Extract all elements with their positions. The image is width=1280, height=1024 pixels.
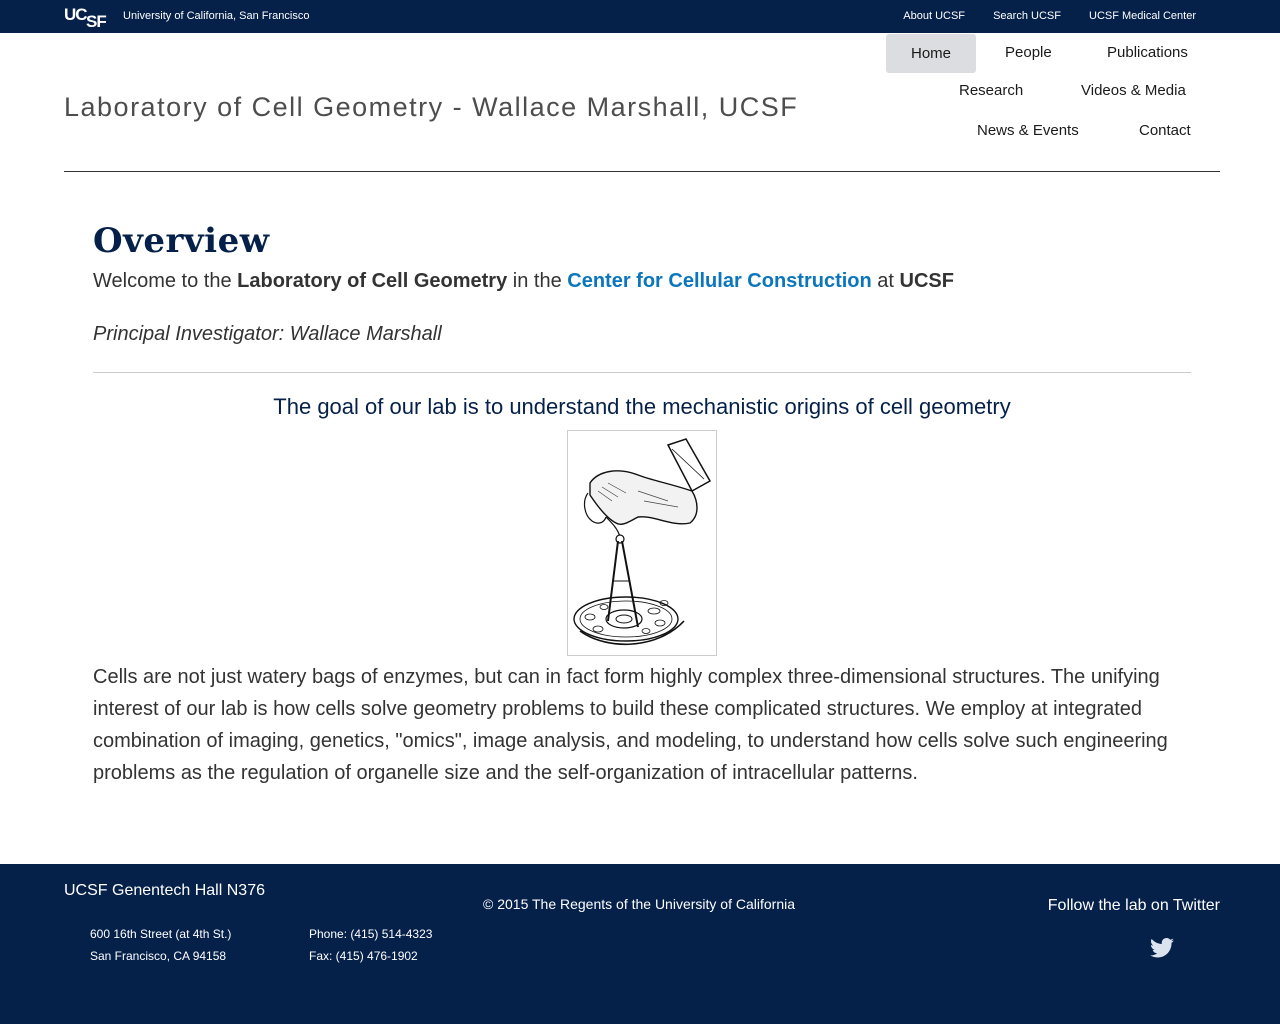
copyright-notice: © 2015 The Regents of the University of California (483, 896, 795, 912)
svg-text:SF: SF (86, 12, 106, 28)
footer-address (90, 923, 231, 967)
nav-people[interactable]: People (1005, 44, 1052, 61)
twitter-follow-label[interactable]: Follow the lab on Twitter (1047, 897, 1220, 914)
nav-contact[interactable]: Contact (1139, 122, 1191, 139)
fax-number: Fax: (415) 476-1902 (309, 949, 418, 963)
footer-contact-numbers (309, 923, 432, 967)
address-line-2: San Francisco, CA 94158 (90, 949, 227, 963)
ucsf-logo[interactable] (64, 5, 114, 28)
page-heading: Overview (93, 221, 270, 261)
about-ucsf-link[interactable]: About UCSF (903, 10, 966, 22)
ucsf-top-bar (0, 0, 1280, 33)
content-divider (93, 372, 1191, 373)
welcome-part2: in the (507, 270, 568, 292)
nav-publications[interactable]: Publications (1107, 44, 1188, 61)
nav-home[interactable]: Home (886, 34, 976, 73)
address-line-1: 600 16th Street (at 4th St.) (90, 927, 232, 941)
svg-text:UC: UC (64, 5, 87, 24)
phone-number: Phone: (415) 514-4323 (309, 927, 433, 941)
lab-goal: The goal of our lab is to understand the mechanistic origins of cell geometry (273, 394, 1011, 419)
center-link[interactable]: Center for Cellular Construction (567, 270, 872, 292)
welcome-text (93, 270, 954, 293)
nav-research[interactable]: Research (959, 82, 1024, 99)
site-footer (0, 864, 1280, 1024)
footer-location-title: UCSF Genentech Hall N376 (64, 882, 265, 899)
lab-description: Cells are not just watery bags of enzymes, but can in fact form highly complex three-dimensional structures. The unifying interest of our lab is how cells solve geometry problems to build these complicated structures. We employ at integrated combination of imaging, genetics, "omics", image analysis, and modeling, to understand how cells solve such engineering problems as the regulation of organelle size and the self-organization of intracellular patterns. (93, 666, 1168, 784)
welcome-part3: at (871, 270, 900, 292)
search-ucsf-link[interactable]: Search UCSF (993, 10, 1061, 22)
utility-links (878, 10, 1196, 22)
ucsf-bold: UCSF (899, 270, 954, 292)
university-name[interactable]: University of California, San Francisco (123, 10, 310, 22)
twitter-bird-icon[interactable] (1150, 938, 1174, 958)
principal-investigator: Principal Investigator: Wallace Marshall (93, 323, 442, 345)
nav-videos-media[interactable]: Videos & Media (1081, 82, 1186, 99)
lab-name: Laboratory of Cell Geometry (237, 270, 508, 292)
welcome-part1: Welcome to the (93, 270, 238, 292)
site-title[interactable]: Laboratory of Cell Geometry - Wallace Marshall, UCSF (64, 92, 799, 122)
hand-compass-drawing (568, 431, 716, 655)
nav-news-events[interactable]: News & Events (977, 122, 1079, 139)
header-divider (64, 171, 1220, 172)
ucsf-medical-center-link[interactable]: UCSF Medical Center (1089, 10, 1196, 22)
hand-compass-illustration (567, 430, 717, 656)
